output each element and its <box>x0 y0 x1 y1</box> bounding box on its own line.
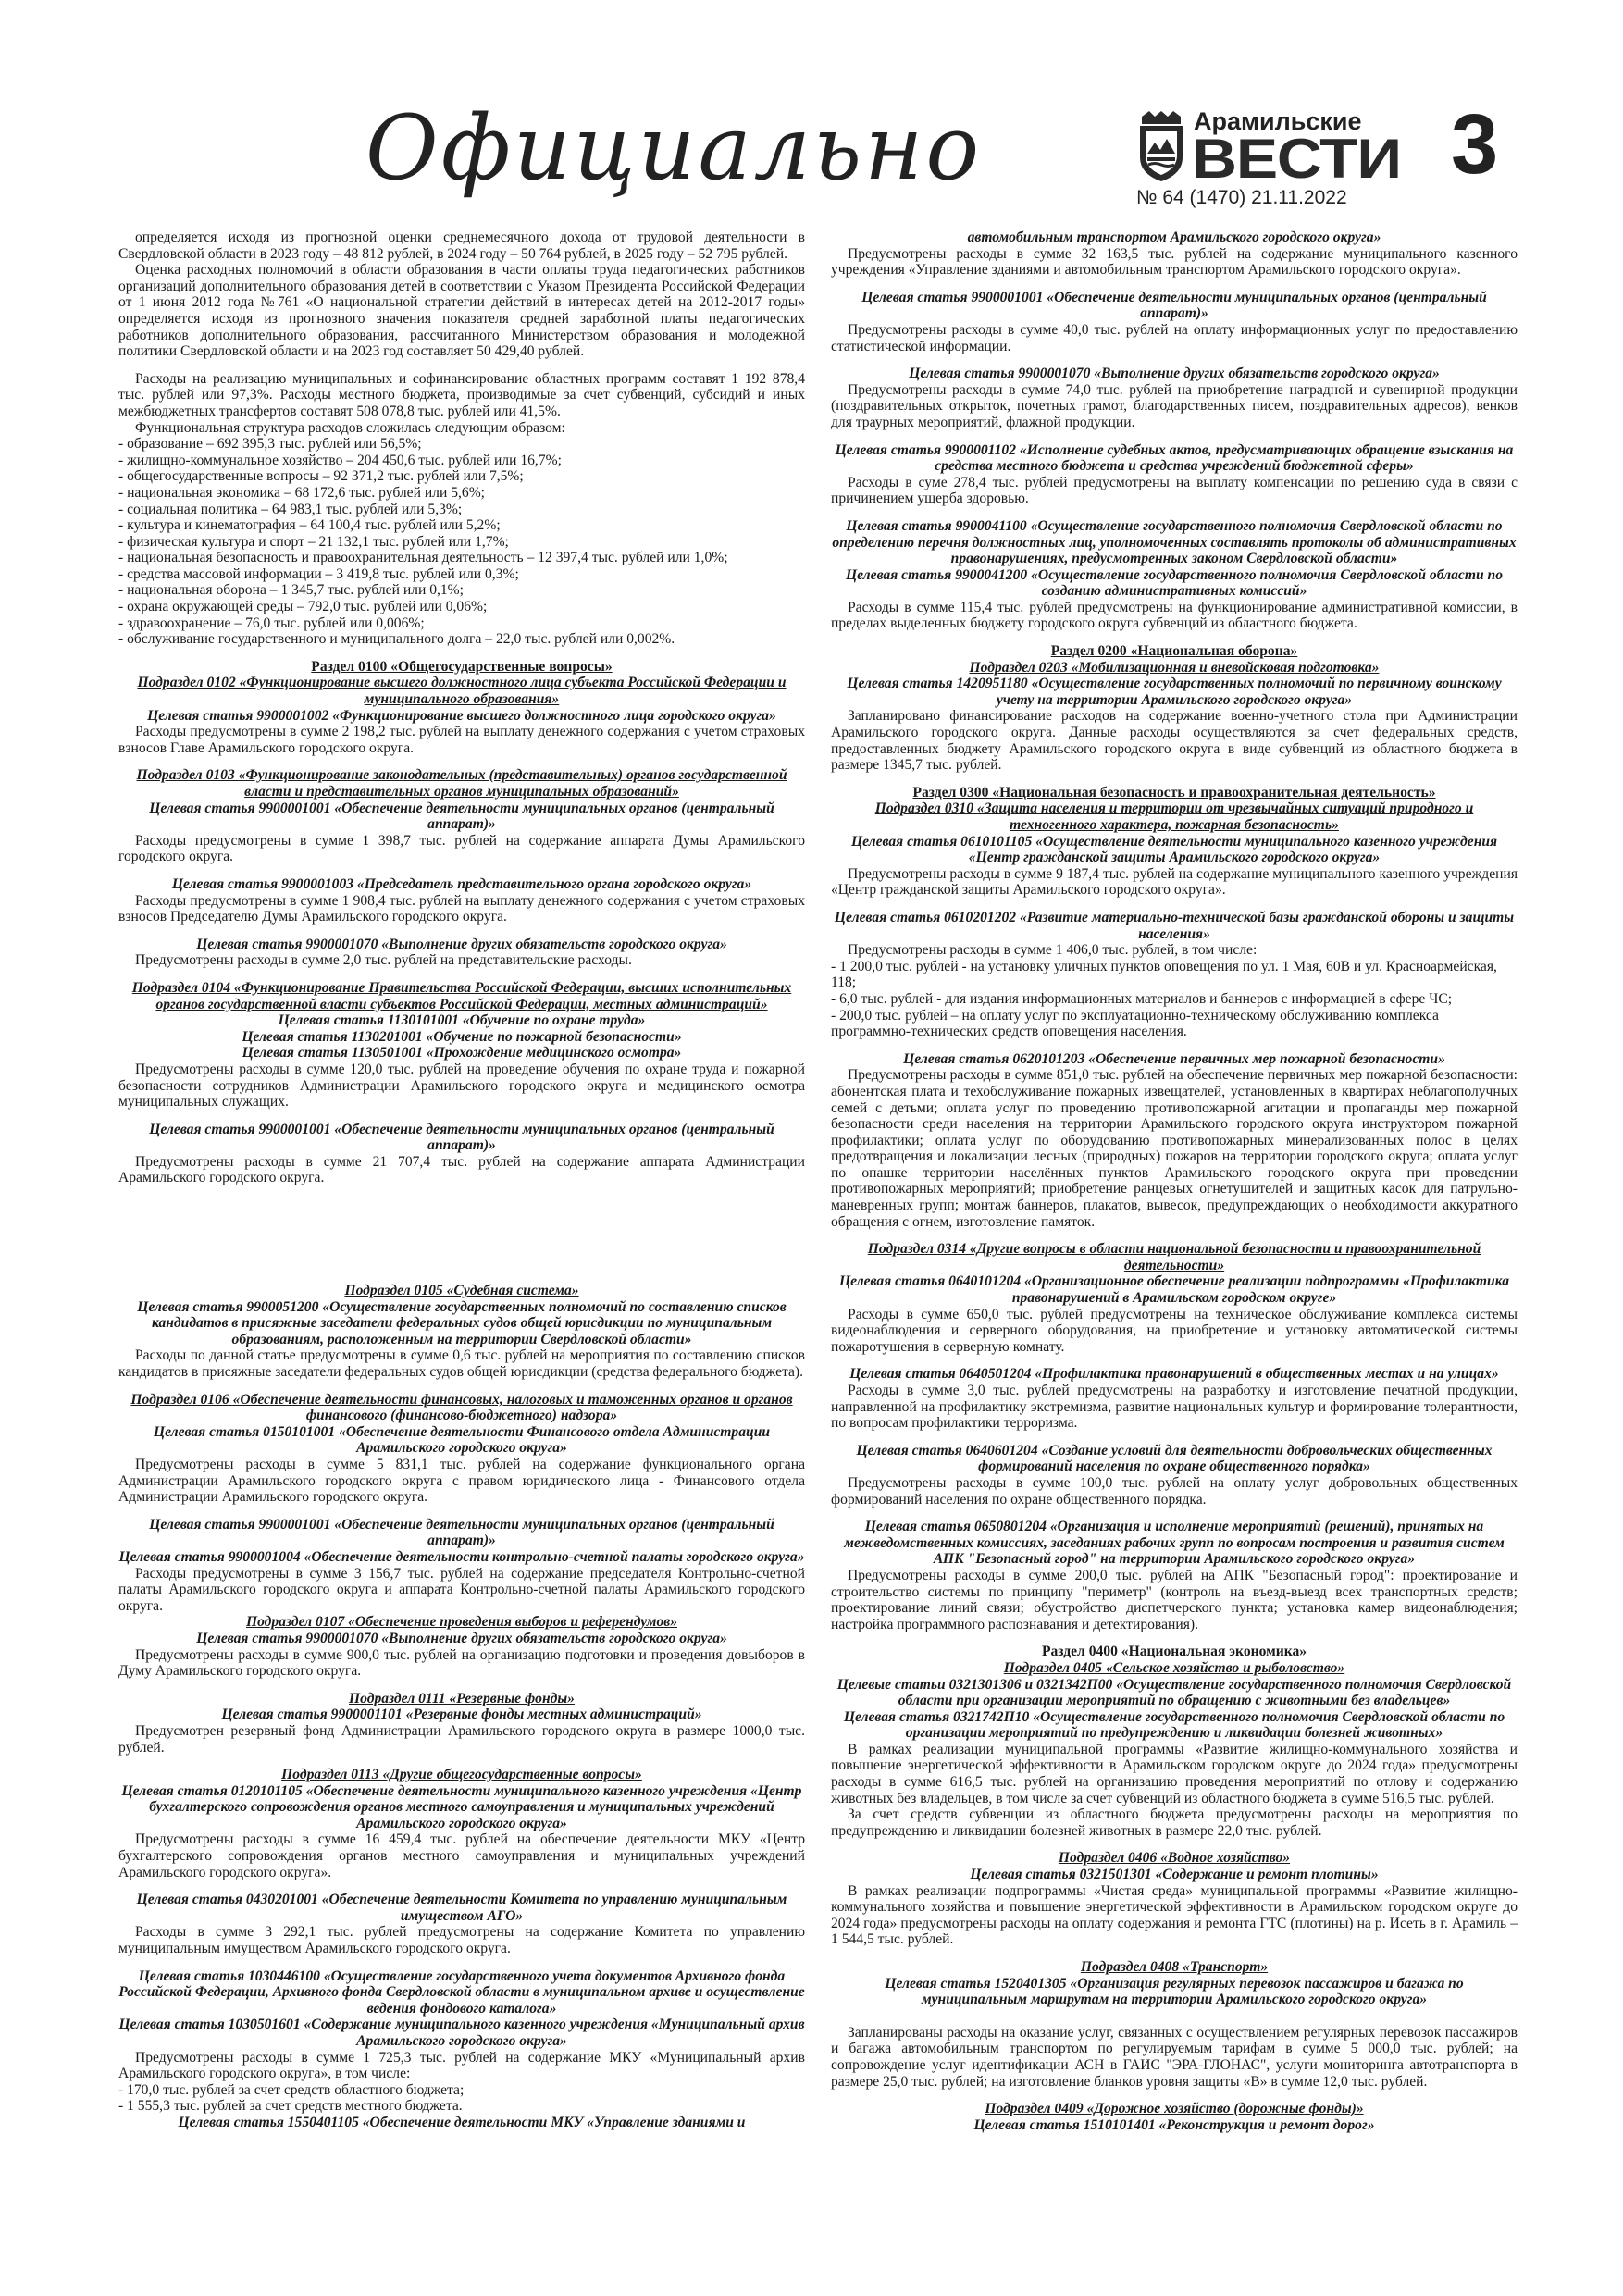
list-item: - охрана окружающей среды – 792,0 тыс. рублей или 0,06%; <box>118 599 488 615</box>
section-heading: Раздел 0100 «Общегосударственные вопросы» <box>311 658 613 675</box>
list-item: - национальная экономика – 68 172,6 тыс. рублей или 5,6%; <box>118 484 486 501</box>
target-article-heading: автомобильным транспортом Арамильского городского округа» <box>967 230 1381 245</box>
target-article-heading: Целевая статья 0620101203 «Обеспечение первичных мер пожарной безопасности» <box>903 1050 1445 1067</box>
spacer <box>831 1839 1518 1850</box>
paragraph: Предусмотрены расходы в сумме 200,0 тыс. рублей на АПК "Безопасный город": проектирование и строительство системы по принципу "периметр" (контроль на въезд-выезд всех транспортных средств; проектирование линий связи; обустройство диспетчерского пункта; установка камер видеонаблюдения; настройка программного распознавания и детектирования). <box>831 1567 1518 1632</box>
spacer <box>831 279 1518 290</box>
subsection-heading: Подраздел 0104 «Функционирование Правительства Российской Федерации, высших исполнительных органов государственной власти субъектов Российской Федерации, местных администраций» <box>131 979 792 1012</box>
paragraph: Предусмотрены расходы в сумме 40,0 тыс. рублей на оплату информационных услуг по предоставлению статистической информации. <box>831 321 1518 354</box>
section-title: Официально <box>365 96 983 200</box>
paragraph: Оценка расходных полномочий в области образования в части оплаты труда педагогических работников организаций дополнительного образования детей в соответствии с Указом Президента Российской Федерации от 1 июня 2012 года №761 «О национальной стратегии действий в интересах детей на 2012-2017 годы» определяется исходя из прогнозного значения показателя средней заработной платы педагогических работников дополнительного образования, рассчитанного Министерством образования и молодежной политики Свердловской области и на 2023 год составляет 50 429,40 рублей. <box>118 262 805 360</box>
list-item: - 1 200,0 тыс. рублей - на установку уличных пунктов оповещения по ул. 1 Мая, 60В и ул. Красноармейская, 118; <box>831 958 1497 991</box>
target-article-heading: Целевая статья 9900001001 «Обеспечение деятельности муниципальных органов (центральный аппарат)» <box>149 800 774 833</box>
list-item: - социальная политика – 64 983,1 тыс. рублей или 5,3%; <box>118 501 463 517</box>
subsection-heading: Подраздел 0103 «Функционирование законодательных (представительных) органов государственной власти и представительных органов муниципальных образований» <box>136 767 787 800</box>
list-item: - здравоохранение – 76,0 тыс. рублей или 0,006%; <box>118 614 425 631</box>
target-article-heading: Целевая статья 1550401105 «Обеспечение деятельности МКУ «Управление зданиями и <box>178 2114 746 2130</box>
target-article-heading: Целевая статья 9900001102 «Исполнение судебных актов, предусматривающих обращение взыскания на средства местного бюджета и средства учреждений бюджетной сферы» <box>835 441 1514 475</box>
target-article-heading: Целевая статья 0640601204 «Создание условий для деятельности добровольческих общественных формирований населения по охране общественного порядка» <box>856 1442 1493 1475</box>
spacer <box>831 1948 1518 1959</box>
paragraph: Предусмотрены расходы в сумме 900,0 тыс. рублей на организацию подготовки и проведения довыборов в Думу Арамильского городского округа. <box>118 1646 805 1680</box>
page-header <box>0 0 1623 230</box>
paragraph: Расходы предусмотрены в сумме 2 198,2 тыс. рублей на выплату денежного содержания с учетом страховых взносов Главе Арамильского городского округа. <box>118 724 805 756</box>
subsection-heading: Подраздел 0105 «Судебная система» <box>344 1283 579 1299</box>
spacer <box>118 1756 805 1767</box>
target-article-heading: Целевая статья 1420951180 «Осуществление государственных полномочий по первичному воинскому учету на территории Арамильского городского округа» <box>847 676 1502 708</box>
spacer <box>831 1040 1518 1051</box>
target-article-heading: Целевая статья 0321742П10 «Осуществление государственного полномочия Свердловской области по организации мероприятий по предупреждению и ликвидации болезней животных» <box>843 1708 1505 1742</box>
subsection-heading: Подраздел 0406 «Водное хозяйство» <box>1058 1850 1291 1867</box>
target-article-heading: Целевая статья 1030446100 «Осуществление государственного учета документов Архивного фонда Российской Федерации, Архивного фонда Свердловской области в муниципальном архиве и осуществление ведения фондового каталога» <box>118 1967 805 2017</box>
subsection-heading: Подраздел 0314 «Другие вопросы в области национальной безопасности и правоохранительной деятельности» <box>867 1241 1481 1273</box>
paragraph: Предусмотрены расходы в сумме 16 459,4 тыс. рублей на обеспечение деятельности МКУ «Центр бухгалтерского сопровождения органов местного самоуправления и муниципальных учреждений Арамильского городского округа». <box>118 1831 805 1880</box>
paragraph: Предусмотрены расходы в сумме 21 707,4 тыс. рублей на содержание аппарата Администрации Арамильского городского округа. <box>118 1153 805 1186</box>
spacer <box>118 1680 805 1691</box>
paragraph: Предусмотрены расходы в сумме 74,0 тыс. рублей на приобретение наградной и сувенирной продукции (поздравительных открыток, почетных грамот, благодарственных писем, поздравительных адресов), венков для траурных мероприятий, флажной продукции. <box>831 381 1518 430</box>
subsection-heading: Подраздел 0106 «Обеспечение деятельности финансовых, налоговых и таможенных органов и органов финансового (финансово-бюджетного) надзора» <box>130 1391 793 1424</box>
paragraph: Запланированы расходы на оказание услуг, связанных с осуществлением регулярных перевозок пассажиров и багажа автомобильным транспортом по регулируемым тарифам в сумме 5 000,0 тыс. рублей; на сопровождение услуг идентификации АСН в ГАИС "ЭРА-ГЛОНАС", услуги мониторинга автотранспорта в размере 25,0 тыс. рублей; на изготовление бланков уровня защиты «В» в сумме 12,0 тыс. рублей. <box>831 2024 1518 2090</box>
spacer <box>831 899 1518 910</box>
spacer <box>118 360 805 371</box>
spacer <box>118 1111 805 1122</box>
subsection-heading: Подраздел 0111 «Резервные фонды» <box>349 1690 575 1706</box>
issue-number-date: № 64 (1470) 21.11.2022 <box>1136 187 1347 208</box>
paragraph: Расходы на реализацию муниципальных и софинансирование областных программ составят 1 192 878,4 тыс. рублей или 97,3%. Расходы местного бюджета, производимые за счет субвенций, субсидий и иных межбюджетных трансфертов составят 508 078,8 тыс. рублей или 41,5%. <box>118 370 805 419</box>
subsection-heading: Подраздел 0310 «Защита населения и территории от чрезвычайных ситуаций природного и техногенного характера, пожарная безопасность» <box>874 800 1474 833</box>
target-article-heading: Целевая статья 9900001101 «Резервные фонды местных администраций» <box>221 1706 702 1723</box>
paragraph: Расходы в сумме 650,0 тыс. рублей предусмотрены на техническое обслуживание комплекса системы видеонаблюдения и серверного оборудования, на приобретение и установку автоматической системы пожаротушения в серверную комнату. <box>831 1306 1518 1355</box>
subsection-heading: Подраздел 0405 «Сельское хозяйство и рыболовство» <box>1003 1659 1345 1676</box>
list-item: - 1 555,3 тыс. рублей за счет средств местного бюджета. <box>118 2098 463 2115</box>
newspaper-logo <box>1136 107 1401 190</box>
logo-text-top: Арамильские <box>1194 107 1362 135</box>
target-article-heading: Целевая статья 0430201001 «Обеспечение деятельности Комитета по управлению муниципальным имуществом АГО» <box>136 1892 787 1924</box>
spacer <box>118 1186 805 1283</box>
list-item: - обслуживание государственного и муниципального долга – 22,0 тыс. рублей или 0,002%. <box>118 631 675 648</box>
paragraph: Расходы предусмотрены в сумме 3 156,7 тыс. рублей на содержание председателя Контрольно-счетной палаты Арамильского городского округа и аппарата Контрольно-счетной палаты Арамильского городского округа. <box>118 1565 805 1614</box>
spacer <box>118 969 805 980</box>
paragraph: Предусмотрен резервный фонд Администрации Арамильского городского округа в размере 1000,0 тыс. рублей. <box>118 1722 805 1756</box>
section-heading: Раздел 0400 «Национальная экономика» <box>1041 1644 1307 1660</box>
spacer <box>831 431 1518 442</box>
subsection-heading: Подраздел 0408 «Транспорт» <box>1080 1959 1269 1975</box>
spacer <box>118 865 805 876</box>
paragraph: В рамках реализации подпрограммы «Чистая среда» муниципальной программы «Развитие жилищно-коммунального хозяйства и повышение энергетической эффективности в Арамильском городском округе до 2024 года» предусмотрены расходы на оплату содержания и ремонта ГТС (плотины) на р. Исеть в г. Арамиль – 1 544,5 тыс. рублей. <box>831 1882 1518 1948</box>
spacer <box>831 774 1518 785</box>
target-article-heading: Целевая статья 0150101001 «Обеспечение деятельности Финансового отдела Администрации Арамильского городского округа» <box>153 1423 771 1457</box>
paragraph: Предусмотрены расходы в сумме 32 163,5 тыс. рублей на содержание муниципального казенного учреждения «Управление зданиями и автомобильным транспортом Арамильского городского округа». <box>831 245 1518 279</box>
spacer <box>118 1381 805 1392</box>
target-article-heading: Целевая статья 1130101001 «Обучение по охране труда» <box>278 1012 646 1029</box>
spacer <box>831 632 1518 643</box>
spacer <box>118 1957 805 1968</box>
paragraph: Предусмотрены расходы в сумме 1 725,3 тыс. рублей на содержание МКУ «Муниципальный архив Арамильского городского округа», в том числе: <box>118 2049 805 2082</box>
target-article-heading: Целевая статья 0610201202 «Развитие материально-технической базы гражданской обороны и защиты населения» <box>834 909 1515 942</box>
target-article-heading: Целевая статья 0321501301 «Содержание и ремонт плотины» <box>970 1867 1379 1883</box>
target-article-heading: Целевая статья 9900041200 «Осуществление государственного полномочия Свердловской области по созданию административных комиссий» <box>845 566 1504 600</box>
target-article-heading: Целевая статья 9900001002 «Функционирование высшего должностного лица городского округа» <box>147 707 776 724</box>
paragraph: Запланировано финансирование расходов на содержание военно-учетного стола при Администрации Арамильского городского округа. Данные расходы осуществляются за счет федеральных средств, предоставленных бюджету Арамильского городского округа в виде субвенций из областного бюджета в размере 1345,7 тыс. рублей. <box>831 708 1518 774</box>
target-article-heading: Целевая статья 9900001001 «Обеспечение деятельности муниципальных органов (центральный аппарат)» <box>149 1121 774 1154</box>
target-article-heading: Целевая статья 1130501001 «Прохождение медицинского осмотра» <box>242 1045 682 1061</box>
section-heading: Раздел 0200 «Национальная оборона» <box>1050 643 1298 660</box>
logo-text-bottom: ВЕСТИ <box>1192 128 1401 190</box>
list-item: - национальная оборона – 1 345,7 тыс. рублей или 0,1%; <box>118 582 465 599</box>
subsection-heading: Подраздел 0102 «Функционирование высшего должностного лица субъекта Российской Федерации и муниципального образования» <box>137 675 787 708</box>
spacer <box>118 1506 805 1517</box>
paragraph: Предусмотрены расходы в сумме 1 406,0 тыс. рублей, в том числе: <box>848 942 1258 959</box>
target-article-heading: Целевая статья 9900001001 «Обеспечение деятельности муниципальных органов (центральный аппарат)» <box>861 289 1487 322</box>
list-item: - общегосударственные вопросы – 92 371,2 тыс. рублей или 7,5%; <box>118 468 524 485</box>
target-article-heading: Целевая статья 9900001070 «Выполнение других обязательств городского округа» <box>196 1630 727 1646</box>
spacer <box>831 1230 1518 1241</box>
spacer <box>831 2090 1518 2101</box>
target-article-heading: Целевая статья 0120101105 «Обеспечение деятельности муниципального казенного учреждения «Центр бухгалтерского сопровождения органов местного самоуправления и муниципальных учреждений Арамильского городского округа» <box>121 1782 802 1831</box>
paragraph: Расходы в сумме 3 292,1 тыс. рублей предусмотрены на содержание Комитета по управлению муниципальным имуществом Арамильского городского округа. <box>118 1924 805 1957</box>
paragraph: Предусмотрены расходы в сумме 5 831,1 тыс. рублей на содержание функционального органа Администрации Арамильского городского округа с правом юридического лица - Финансового отдела Администрации Арамильского городского округа. <box>118 1457 805 1506</box>
target-article-heading: Целевая статья 9900001070 «Выполнение других обязательств городского округа» <box>196 936 727 952</box>
target-article-heading: Целевые статьи 0321301306 и 0321342П00 «Осуществление государственного полномочия Свердловской области при организации мероприятий по обращению с животными без владельцев» <box>836 1676 1512 1709</box>
paragraph: Расходы предусмотрены в сумме 1 908,4 тыс. рублей на выплату денежного содержания с учетом страховых взносов Председателю Думы Арамильского городского округа. <box>118 892 805 925</box>
subsection-heading: Подраздел 0409 «Дорожное хозяйство (дорожные фонды)» <box>985 2101 1364 2117</box>
target-article-heading: Целевая статья 1030501601 «Содержание муниципального казенного учреждения «Муниципальный архив Арамильского городского округа» <box>118 2017 805 2049</box>
subsection-heading: Подраздел 0107 «Обеспечение проведения выборов и референдумов» <box>245 1614 678 1631</box>
list-item: - 6,0 тыс. рублей - для издания информационных материалов и баннеров с информацией в сфере ЧС; <box>831 990 1453 1007</box>
list-item: - 170,0 тыс. рублей за счет средств областного бюджета; <box>118 2081 465 2098</box>
paragraph: Расходы в суме 278,4 тыс. рублей предусмотрены на выплату компенсации по решению суда в связи с причинением ущерба здоровью. <box>831 474 1518 507</box>
list-item: - жилищно-коммунальное хозяйство – 204 450,6 тыс. рублей или 16,7%; <box>118 452 562 468</box>
target-article-heading: Целевая статья 0650801204 «Организация и исполнение мероприятий (решений), принятых на межведомственных комиссиях, заседаниях рабочих групп по вопросам построения и развития систем АПК "Безопасный город" на территории Арамильского городского округа» <box>844 1519 1505 1568</box>
spacer <box>831 2008 1518 2025</box>
target-article-heading: Целевая статья 0640501204 «Профилактика правонарушений в общественных местах и на улицах» <box>849 1366 1499 1383</box>
spacer <box>831 1508 1518 1519</box>
list-item: - физическая культура и спорт – 21 132,1 тыс. рублей или 1,7%; <box>118 533 509 550</box>
spacer <box>118 925 805 937</box>
spacer <box>831 1355 1518 1366</box>
spacer <box>831 1432 1518 1443</box>
target-article-heading: Целевая статья 9900001003 «Председатель представительного органа городского округа» <box>171 875 752 892</box>
spacer <box>831 507 1518 518</box>
section-heading: Раздел 0300 «Национальная безопасность и правоохранительная деятельность» <box>912 784 1436 800</box>
target-article-heading: Целевая статья 1510101401 «Реконструкция и ремонт дорог» <box>973 2116 1375 2133</box>
target-article-heading: Целевая статья 1130201001 «Обучение по пожарной безопасности» <box>242 1028 682 1045</box>
paragraph: Функциональная структура расходов сложилась следующим образом: <box>135 419 565 436</box>
town-emblem-icon <box>1136 111 1186 181</box>
list-item: - национальная безопасность и правоохранительная деятельность – 12 397,4 тыс. рублей или 1,0%; <box>118 550 728 566</box>
target-article-heading: Целевая статья 0640101204 «Организационное обеспечение реализации подпрограммы «Профилактика правонарушений в Арамильском городском округе» <box>838 1273 1510 1307</box>
paragraph: определяется исходя из прогнозной оценки среднемесячного дохода от трудовой деятельности в Свердловской области в 2023 году – 48 812 рублей, в 2024 году – 50 764 рублей, в 2025 году – 52 795 рублей. <box>118 230 805 262</box>
spacer <box>831 1632 1518 1644</box>
left-column <box>118 230 805 2131</box>
spacer <box>118 648 805 659</box>
spacer <box>118 1880 805 1892</box>
paragraph: Предусмотрены расходы в сумме 120,0 тыс. рублей на проведение обучения по охране труда и пожарной безопасности сотрудников Администрации Арамильского городского округа и медицинского осмотра муниципальных служащих. <box>118 1061 805 1111</box>
spacer <box>118 756 805 767</box>
target-article-heading: Целевая статья 9900051200 «Осуществление государственных полномочий по составлению списков кандидатов в присяжные заседатели федеральных судов общей юрисдикции по муниципальным образованиям, расположенным на территории Свердловской области» <box>137 1298 787 1347</box>
list-item: - средства массовой информации – 3 419,8 тыс. рублей или 0,3%; <box>118 565 519 582</box>
right-column <box>831 230 1518 2133</box>
paragraph: Предусмотрены расходы в сумме 851,0 тыс. рублей на обеспечение первичных мер пожарной безопасности: абонентская плата и техобслуживание пожарных извещателей, установленных в квартирах неблагополучных семей с детьми; оплата услуг по проведению противопожарной агитации и пропаганды мер пожарной безопасности среди населения на территории Арамильского городского округа инструктором пожарной профилактики; оплата услуг по оборудованию противопожарных минерализованных полос в целях предотвращения и локализации лесных (природных) пожаров на территории городского округа; оплата услуг по опашке территории населённых пунктов Арамильского городского округа при проведении противопожарных мероприятий; приобретение ранцевых огнетушителей и защитных касок для патрульно-маневренных групп; монтаж баннеров, плакатов, вывесок, предупреждающих о необходимости аккуратного обращения с огнем, изготовление памяток. <box>831 1067 1518 1230</box>
paragraph: Расходы в сумме 115,4 тыс. рублей предусмотрены на функционирование административной комиссии, в пределах выделенных бюджету городского округа субвенций из областного бюджета. <box>831 599 1518 632</box>
subsection-heading: Подраздел 0113 «Другие общегосударственные вопросы» <box>281 1767 642 1783</box>
paragraph: Предусмотрены расходы в сумме 100,0 тыс. рублей на оплату услуг добровольных общественных формирований населения по охране общественного порядка. <box>831 1474 1518 1508</box>
paragraph: За счет средств субвенции из областного бюджета предусмотрены расходы на мероприятия по предупреждению и ликвидации болезней животных в размере 22,0 тыс. рублей. <box>831 1806 1518 1839</box>
paragraph: Расходы в сумме 3,0 тыс. рублей предусмотрены на разработку и изготовление печатной продукции, направленной на профилактику экстремизма, развитие национальных культур и формирование толерантности, по вопросам профилактики терроризма. <box>831 1383 1518 1432</box>
paragraph: В рамках реализации муниципальной программы «Развитие жилищно-коммунального хозяйства и повышение энергетической эффективности в Арамильском городском округе до 2024 года» предусмотрены расходы в сумме 616,5 тыс. рублей на организацию проведения мероприятий по отлову и содержанию животных без владельцев, в том числе за счет субвенций из областного бюджета в сумме 516,5 тыс. рублей. <box>831 1741 1518 1806</box>
list-item: - 200,0 тыс. рублей – на оплату услуг по эксплуатационно-техническому обслуживанию комплекса программно-технических средств оповещения населения. <box>831 1007 1439 1040</box>
subsection-heading: Подраздел 0203 «Мобилизационная и вневойсковая подготовка» <box>969 659 1380 676</box>
target-article-heading: Целевая статья 9900001070 «Выполнение других обязательств городского округа» <box>909 366 1440 382</box>
paragraph: Расходы предусмотрены в сумме 1 398,7 тыс. рублей на содержание аппарата Думы Арамильского городского округа. <box>118 832 805 865</box>
paragraph: Расходы по данной статье предусмотрены в сумме 0,6 тыс. рублей на мероприятия по составлению списков кандидатов в присяжные заседатели федеральных судов общей юрисдикции (средства федерального бюджета). <box>118 1347 805 1381</box>
target-article-heading: Целевая статья 9900041100 «Осуществление государственного полномочия Свердловской области по определению перечня должностных лиц, уполномоченных составлять протоколы об административных правонарушениях, предусмотренных законом Свердловской области» <box>832 517 1517 567</box>
target-article-heading: Целевая статья 9900001004 «Обеспечение деятельности контрольно-счетной палаты городского округа» <box>118 1548 805 1565</box>
list-item: - культура и кинематография – 64 100,4 тыс. рублей или 5,2%; <box>118 517 501 534</box>
paragraph: Предусмотрены расходы в сумме 2,0 тыс. рублей на представительские расходы. <box>135 952 632 969</box>
page-number: 3 <box>1451 97 1499 192</box>
target-article-heading: Целевая статья 0610101105 «Осуществление деятельности муниципального казенного учреждения «Центр гражданской защиты Арамильского городского округа» <box>850 833 1498 866</box>
target-article-heading: Целевая статья 1520401305 «Организация регулярных перевозок пассажиров и багажа по муниципальным маршрутам на территории Арамильского городского округа» <box>885 1975 1464 2008</box>
spacer <box>831 354 1518 366</box>
paragraph: Предусмотрены расходы в сумме 9 187,4 тыс. рублей на содержание муниципального казенного учреждения «Центр гражданской защиты Арамильского городского округа». <box>831 865 1518 899</box>
target-article-heading: Целевая статья 9900001001 «Обеспечение деятельности муниципальных органов (центральный аппарат)» <box>149 1516 774 1549</box>
list-item: - образование – 692 395,3 тыс. рублей или 56,5%; <box>118 436 422 453</box>
